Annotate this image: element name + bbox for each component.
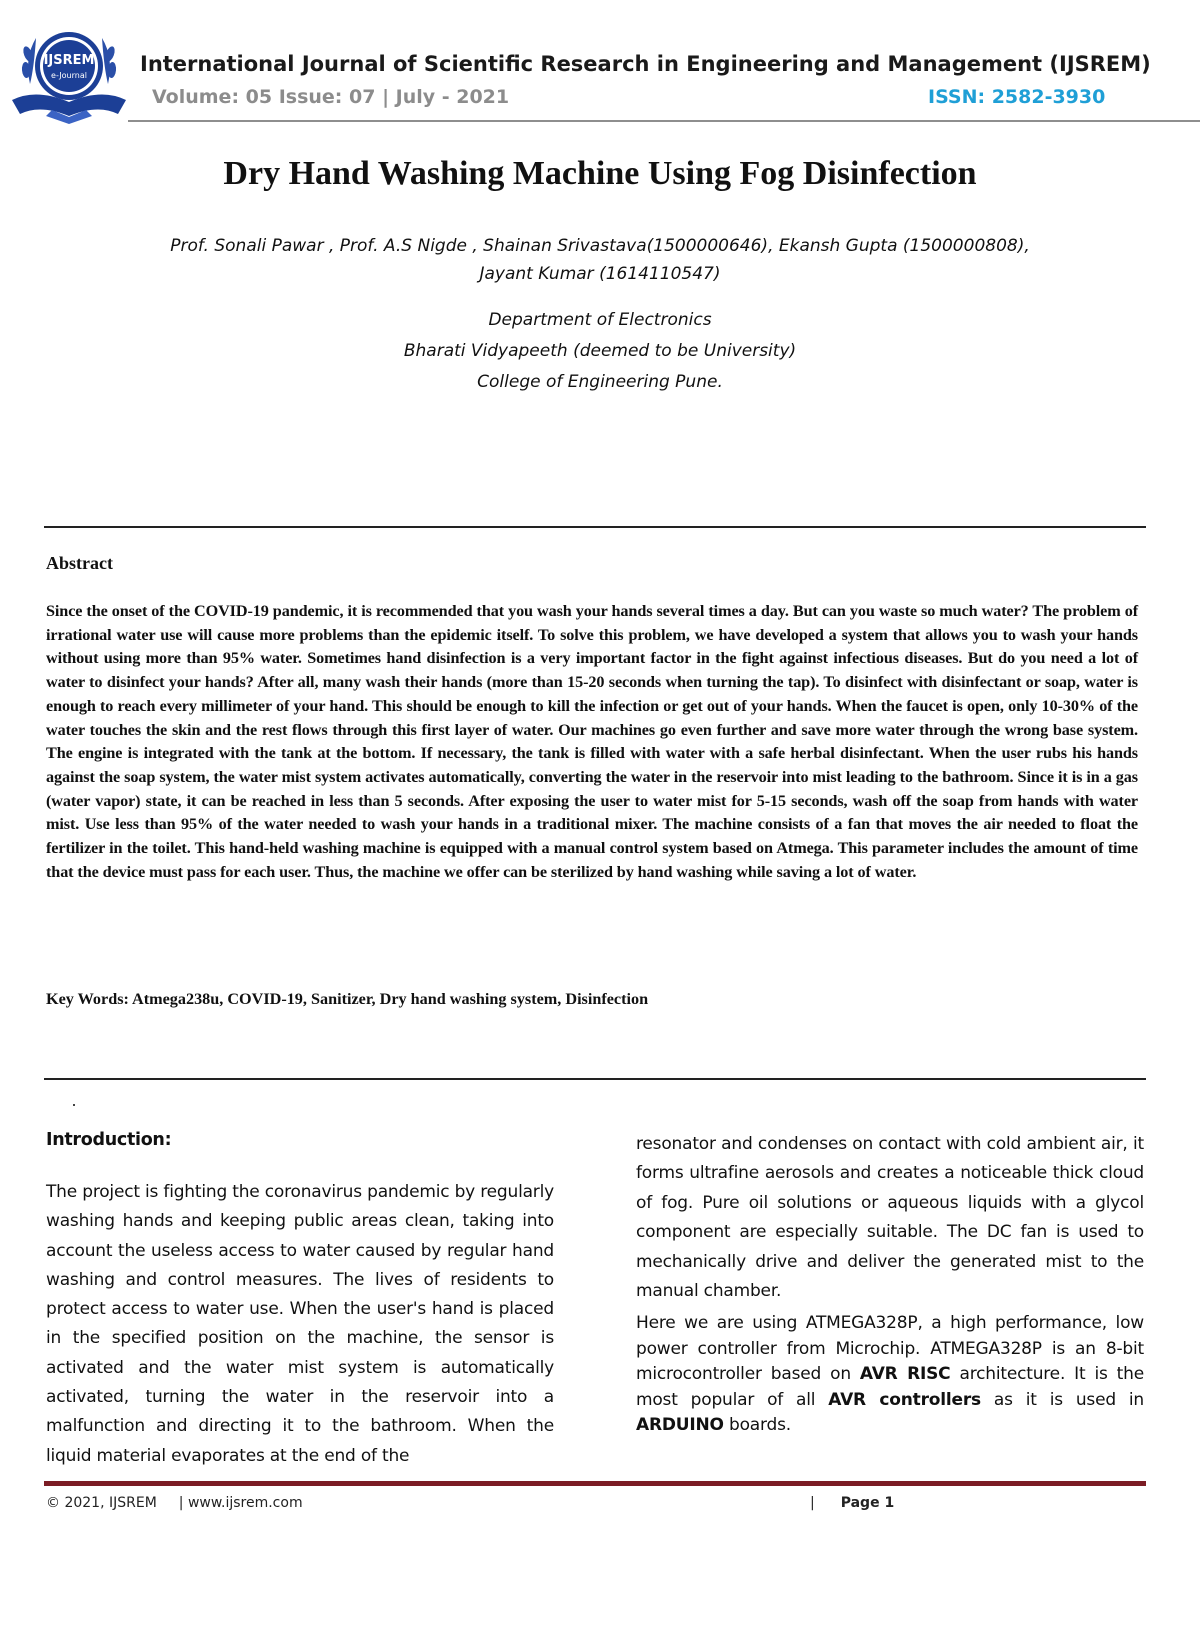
p3-text-c: architecture. It is the most popular of all xyxy=(636,1364,1144,1410)
stray-dot xyxy=(73,1104,75,1106)
introduction-left-column xyxy=(46,1178,554,1471)
authors-line-1: Prof. Sonali Pawar , Prof. A.S Nigde , Shainan Srivastava(1500000646), Ekansh Gupta (1500000808), xyxy=(170,236,1030,256)
affiliation-department: Department of Electronics xyxy=(488,310,712,330)
abstract-top-divider xyxy=(44,526,1146,528)
p3-bold-avr-risc: AVR RISC xyxy=(859,1364,951,1384)
page-number: Page 1 xyxy=(840,1495,895,1511)
p3-text-g: boards. xyxy=(723,1415,791,1435)
abstract-heading: Abstract xyxy=(46,553,113,573)
introduction-right-column-bottom xyxy=(636,1311,1144,1439)
paper-title: Dry Hand Washing Machine Using Fog Disinfection xyxy=(223,155,977,192)
footer-left xyxy=(46,1495,303,1511)
introduction-paragraph-2: resonator and condenses on contact with cold ambient air, it forms ultrafine aerosols and creates a noticeable thick cloud of fog. Pure oil solutions or aqueous liquids with a glycol component are especially suitable. The DC fan is used to mechanically drive and deliver the generated mist to the manual chamber. xyxy=(636,1134,1144,1302)
introduction-paragraph-3 xyxy=(636,1311,1144,1439)
p3-text-e: as it is used in xyxy=(980,1389,1144,1410)
journal-logo xyxy=(6,18,132,126)
p3-text-a: Here we are using ATMEGA328P, a high performance, low power controller from Microchip. ATMEGA328P is an 8-bit microcontroller based on xyxy=(636,1313,1144,1384)
footer-right xyxy=(810,1495,894,1511)
keywords: Key Words: Atmega238u, COVID-19, Sanitizer, Dry hand washing system, Disinfection xyxy=(46,990,649,1008)
introduction-heading: Introduction: xyxy=(46,1130,172,1150)
svg-text:e-Journal: e-Journal xyxy=(51,71,87,80)
header-divider xyxy=(128,120,1200,122)
footer-website[interactable]: | www.ijsrem.com xyxy=(178,1495,303,1511)
authors xyxy=(80,232,1120,288)
journal-name: International Journal of Scientific Research in Engineering and Management (IJSREM) xyxy=(140,52,1151,76)
p3-bold-arduino: ARDUINO xyxy=(636,1415,724,1435)
authors-line-2: Jayant Kumar (1614110547) xyxy=(479,264,721,284)
abstract-body: Since the onset of the COVID-19 pandemic, it is recommended that you wash your hands several times a day. But can you waste so much water? The problem of irrational water use will cause more problems than the epidemic itself. To solve this problem, we have developed a system that allows you to wash your hands without using more than 95% water. Sometimes hand disinfection is a very important factor in the fight against infectious diseases. But do you need a lot of water to disinfect your hands? After all, many wash their hands (more than 15-20 seconds when turning the tap). To disinfect with disinfectant or soap, water is enough to reach every millimeter of your hand. This should be enough to kill the infection or get out of your hands. When the faucet is open, only 10-30% of the water touches the skin and the rest flows through this first layer of water. Our machines go even further and save more water through the wrong base system. The engine is integrated with the tank at the bottom. If necessary, the tank is filled with water with a safe herbal disinfectant. When the user rubs his hands against the soap system, the water mist system activates automatically, converting the water in the reservoir into mist leading to the bathroom. Since it is in a gas (water vapor) state, it can be reached in less than 5 seconds. After exposing the user to water mist for 5-15 seconds, wash off the soap from hands with water mist. Use less than 95% of the water needed to wash your hands in a traditional mixer. The machine consists of a fan that moves the air needed to float the fertilizer in the toilet. This hand-held washing machine is equipped with a manual control system based on Atmega. This parameter includes the amount of time that the device must pass for each user. Thus, the machine we offer can be sterilized by hand washing while saving a lot of water. xyxy=(46,602,1138,881)
affiliation-university: Bharati Vidyapeeth (deemed to be University) xyxy=(403,341,797,361)
issn: ISSN: 2582-3930 xyxy=(928,86,1106,108)
introduction-right-column-top xyxy=(636,1130,1144,1306)
footer-copyright: © 2021, IJSREM xyxy=(46,1495,157,1511)
svg-text:IJSREM: IJSREM xyxy=(43,53,95,68)
introduction-paragraph-1: The project is fighting the coronavirus pandemic by regularly washing hands and keeping public areas clean, taking into account the useless access to water caused by regular hand washing and control measures. The lives of residents to protect access to water use. When the user's hand is placed in the specified position on the machine, the sensor is activated and the water mist system is automatically activated, turning the water in the reservoir into a malfunction and directing it to the bathroom. When the liquid material evaporates at the end of the xyxy=(46,1182,554,1466)
abstract-bottom-divider xyxy=(44,1078,1146,1080)
volume-issue: Volume: 05 Issue: 07 | July - 2021 xyxy=(152,86,510,108)
footer-separator: | xyxy=(810,1495,815,1511)
affiliation-college: College of Engineering Pune. xyxy=(477,372,723,392)
p3-bold-avr-controllers: AVR controllers xyxy=(828,1389,981,1410)
footer-divider xyxy=(44,1481,1146,1486)
